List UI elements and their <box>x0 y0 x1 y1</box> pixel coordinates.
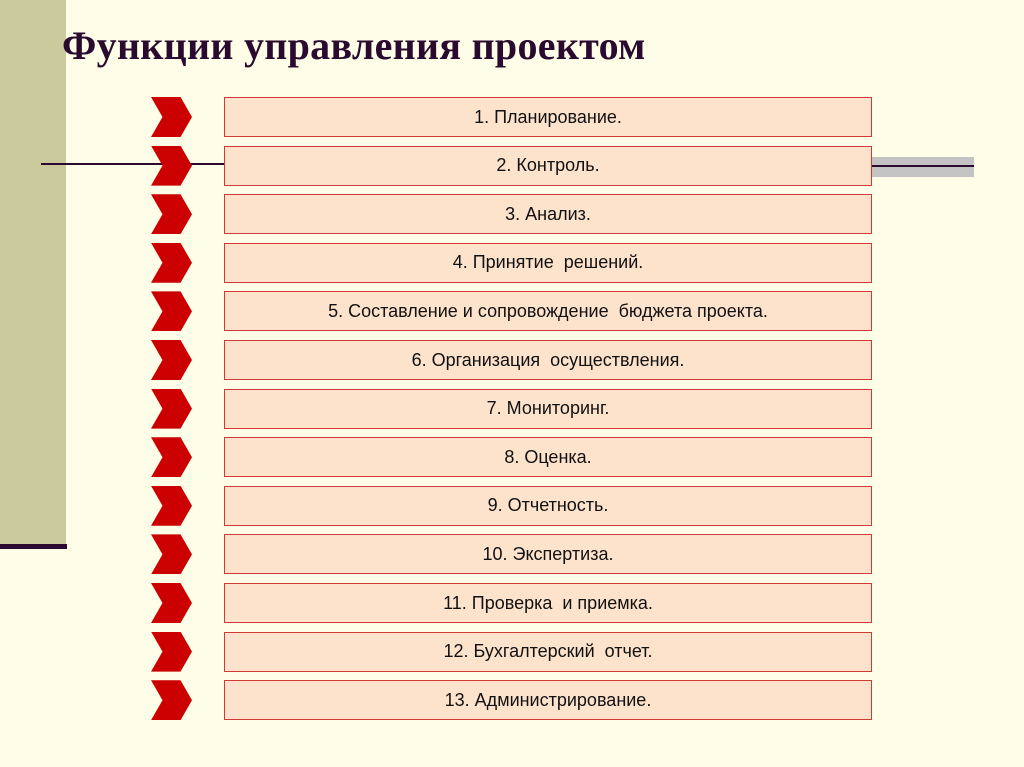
chevron-right-icon <box>151 437 192 477</box>
function-box: 12. Бухгалтерский отчет. <box>224 632 872 672</box>
function-box: 9. Отчетность. <box>224 486 872 526</box>
chevron-right-icon <box>151 389 192 429</box>
function-box: 5. Составление и сопровождение бюджета проекта. <box>224 291 872 331</box>
list-item <box>0 291 1024 331</box>
chevron-right-icon <box>151 340 192 380</box>
chevron-right-icon <box>151 97 192 137</box>
list-item <box>0 389 1024 429</box>
list-item <box>0 680 1024 720</box>
list-item <box>0 437 1024 477</box>
slide-title: Функции управления проектом <box>62 23 646 68</box>
chevron-right-icon <box>151 194 192 234</box>
chevron-right-icon <box>151 146 192 186</box>
function-box: 11. Проверка и приемка. <box>224 583 872 623</box>
list-item <box>0 340 1024 380</box>
function-box: 6. Организация осуществления. <box>224 340 872 380</box>
chevron-right-icon <box>151 583 192 623</box>
chevron-right-icon <box>151 680 192 720</box>
function-box: 1. Планирование. <box>224 97 872 137</box>
function-box: 3. Анализ. <box>224 194 872 234</box>
list-item <box>0 583 1024 623</box>
list-item <box>0 97 1024 137</box>
list-item <box>0 534 1024 574</box>
function-box: 13. Администрирование. <box>224 680 872 720</box>
function-box: 10. Экспертиза. <box>224 534 872 574</box>
function-box: 2. Контроль. <box>224 146 872 186</box>
chevron-right-icon <box>151 632 192 672</box>
chevron-right-icon <box>151 291 192 331</box>
function-box: 4. Принятие решений. <box>224 243 872 283</box>
function-box: 7. Мониторинг. <box>224 389 872 429</box>
list-item <box>0 632 1024 672</box>
list-item <box>0 243 1024 283</box>
list-item <box>0 486 1024 526</box>
list-item <box>0 194 1024 234</box>
chevron-right-icon <box>151 486 192 526</box>
function-box: 8. Оценка. <box>224 437 872 477</box>
chevron-right-icon <box>151 243 192 283</box>
list-item <box>0 146 1024 186</box>
chevron-right-icon <box>151 534 192 574</box>
